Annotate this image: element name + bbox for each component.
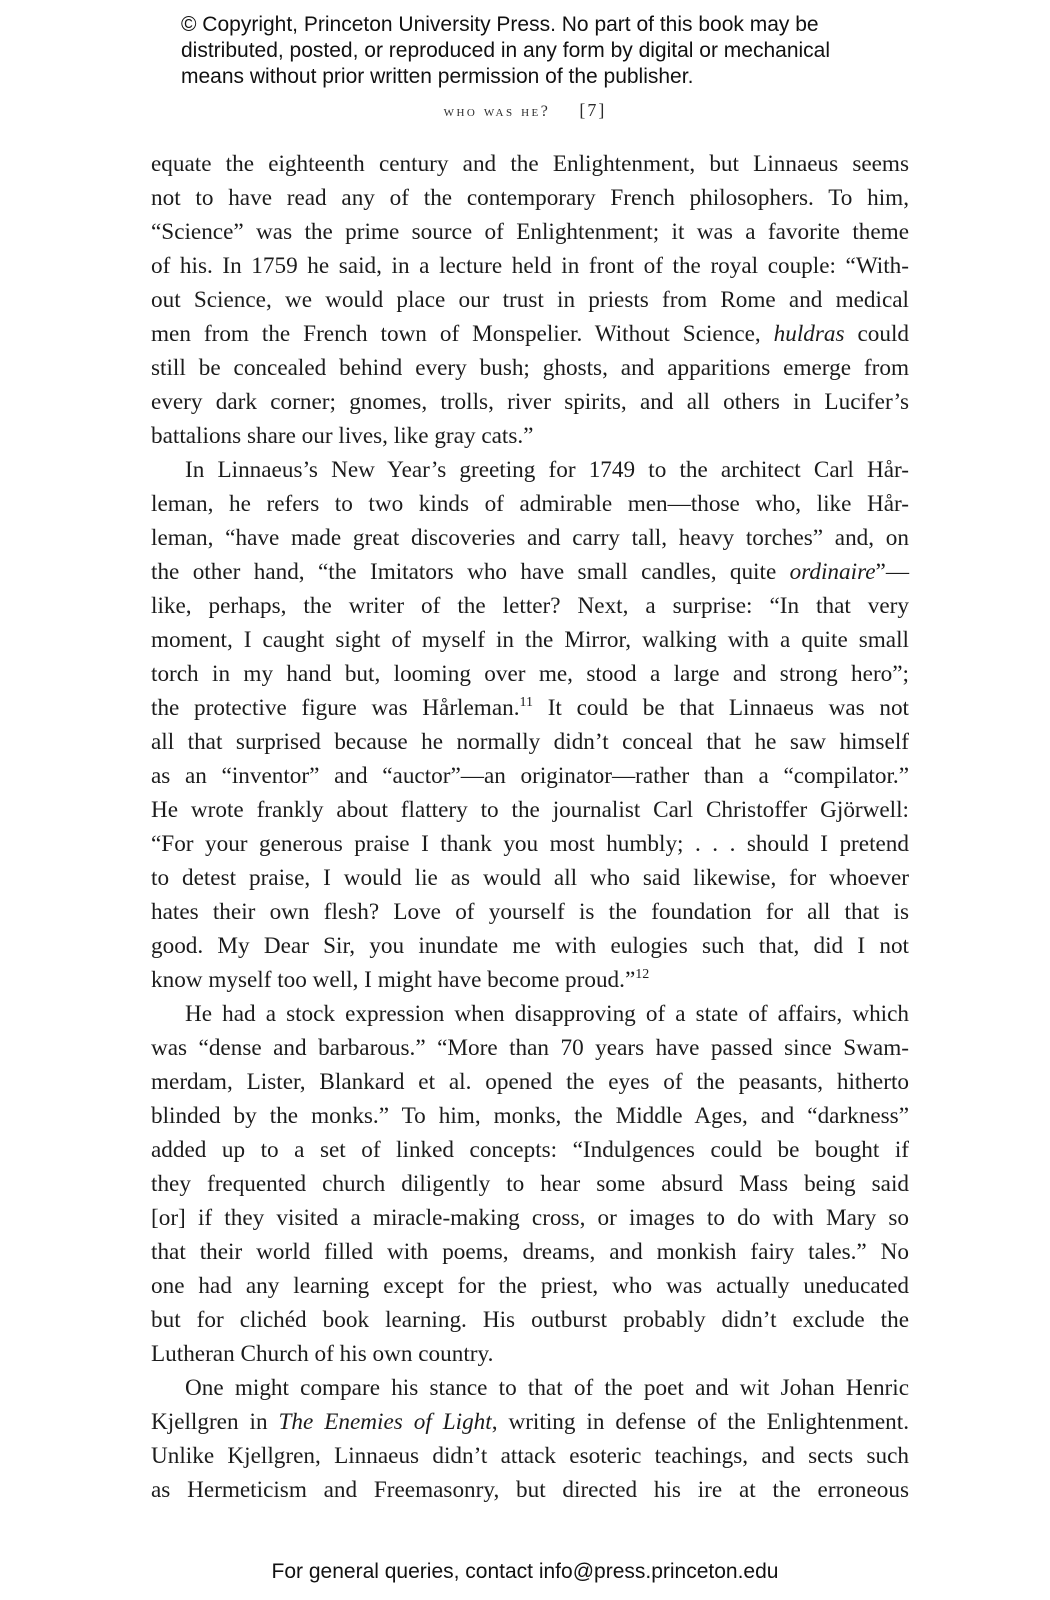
text-line: blinded by the monks.” To him, monks, the Middle Ages, and “darkness” xyxy=(151,1103,909,1129)
text-line: hates their own flesh? Love of yourself is the foundation for all that is xyxy=(151,899,909,925)
text-line: Unlike Kjellgren, Linnaeus didn’t attack esoteric teachings, and sects such xyxy=(151,1443,909,1469)
text-line: the other hand, “the Imitators who have small candles, quite ordinaire”— xyxy=(151,559,910,585)
text-line: [or] if they visited a miracle-making cross, or images to do with Mary so xyxy=(151,1205,909,1231)
page-number: [7] xyxy=(579,100,607,120)
text-line: merdam, Lister, Blankard et al. opened the eyes of the peasants, hitherto xyxy=(151,1069,909,1095)
text-line: added up to a set of linked concepts: “Indulgences could be bought if xyxy=(151,1137,909,1163)
text-line: equate the eighteenth century and the Enlightenment, but Linnaeus seems xyxy=(151,151,909,177)
text-line: “Science” was the prime source of Enlightenment; it was a favorite theme xyxy=(151,219,909,245)
text-line: torch in my hand but, looming over me, stood a large and strong hero”; xyxy=(151,661,909,687)
text-line: of his. In 1759 he said, in a lecture held in front of the royal couple: “With- xyxy=(151,253,909,279)
text-line: battalions share our lives, like gray cats.” xyxy=(151,423,534,449)
text-line: men from the French town of Monspelier. Without Science, huldras could xyxy=(151,321,909,347)
text-line: still be concealed behind every bush; ghosts, and apparitions emerge from xyxy=(151,355,909,381)
text-line: leman, he refers to two kinds of admirable men—those who, like Hår- xyxy=(151,491,909,517)
paragraph-start-line: In Linnaeus’s New Year’s greeting for 1749 to the architect Carl Hår- xyxy=(185,457,909,483)
running-head xyxy=(0,100,1050,121)
italic-term: huldras xyxy=(773,321,845,347)
text-line: one had any learning except for the priest, who was actually uneducated xyxy=(151,1273,909,1299)
text-line: to detest praise, I would lie as would all who said likewise, for whoever xyxy=(151,865,909,891)
text-line: Kjellgren in The Enemies of Light, writing in defense of the Enlightenment. xyxy=(151,1409,910,1435)
text-line: like, perhaps, the writer of the letter? Next, a surprise: “In that very xyxy=(151,593,909,619)
text-line: the protective figure was Hårleman.$^{11}$ It could be that Linnaeus was not xyxy=(151,695,909,721)
text-line: as Hermeticism and Freemasonry, but directed his ire at the erroneous xyxy=(151,1477,909,1503)
copyright-line: means without prior written permission of the publisher. xyxy=(181,65,694,88)
footnote-ref: 11 xyxy=(519,695,533,710)
copyright-notice xyxy=(181,12,901,90)
text-line: moment, I caught sight of myself in the Mirror, walking with a quite small xyxy=(151,627,909,653)
text-line: know myself too well, I might have become proud.”$^{12}$ xyxy=(151,967,650,993)
text-line: He wrote frankly about flattery to the journalist Carl Christoffer Gjörwell: xyxy=(151,797,909,823)
italic-title: The Enemies of Light xyxy=(278,1409,492,1435)
text-line: out Science, we would place our trust in priests from Rome and medical xyxy=(151,287,909,313)
text-line: that their world filled with poems, dreams, and monkish fairy tales.” No xyxy=(151,1239,909,1265)
text-line: Lutheran Church of his own country. xyxy=(151,1341,494,1367)
running-head-title: who was he? xyxy=(443,103,551,120)
text-line: but for clichéd book learning. His outburst probably didn’t exclude the xyxy=(151,1307,909,1333)
body-text xyxy=(151,147,909,1507)
italic-term: ordinaire xyxy=(789,559,876,585)
text-line: “For your generous praise I thank you most humbly; . . . should I pretend xyxy=(151,831,909,857)
paragraph-start-line: He had a stock expression when disapproving of a state of affairs, which xyxy=(185,1001,909,1027)
text-line: they frequented church diligently to hear some absurd Mass being said xyxy=(151,1171,909,1197)
text-line: all that surprised because he normally didn’t conceal that he saw himself xyxy=(151,729,909,755)
copyright-line: distributed, posted, or reproduced in any form by digital or mechanical xyxy=(181,39,831,62)
text-line: good. My Dear Sir, you inundate me with eulogies such that, did I not xyxy=(151,933,909,959)
footer-contact: For general queries, contact info@press.princeton.edu xyxy=(271,1560,779,1583)
copyright-line: © Copyright, Princeton University Press. No part of this book may be xyxy=(181,13,819,36)
text-line: not to have read any of the contemporary French philosophers. To him, xyxy=(151,185,909,211)
footnote-ref: 12 xyxy=(635,967,650,982)
text-line: was “dense and barbarous.” “More than 70 years have passed since Swam- xyxy=(151,1035,909,1061)
paragraph-start-line: One might compare his stance to that of the poet and wit Johan Henric xyxy=(185,1375,909,1401)
text-line: every dark corner; gnomes, trolls, river spirits, and all others in Lucifer’s xyxy=(151,389,909,415)
text-line: as an “inventor” and “auctor”—an originator—rather than a “compilator.” xyxy=(151,763,909,789)
text-line: leman, “have made great discoveries and carry tall, heavy torches” and, on xyxy=(151,525,909,551)
